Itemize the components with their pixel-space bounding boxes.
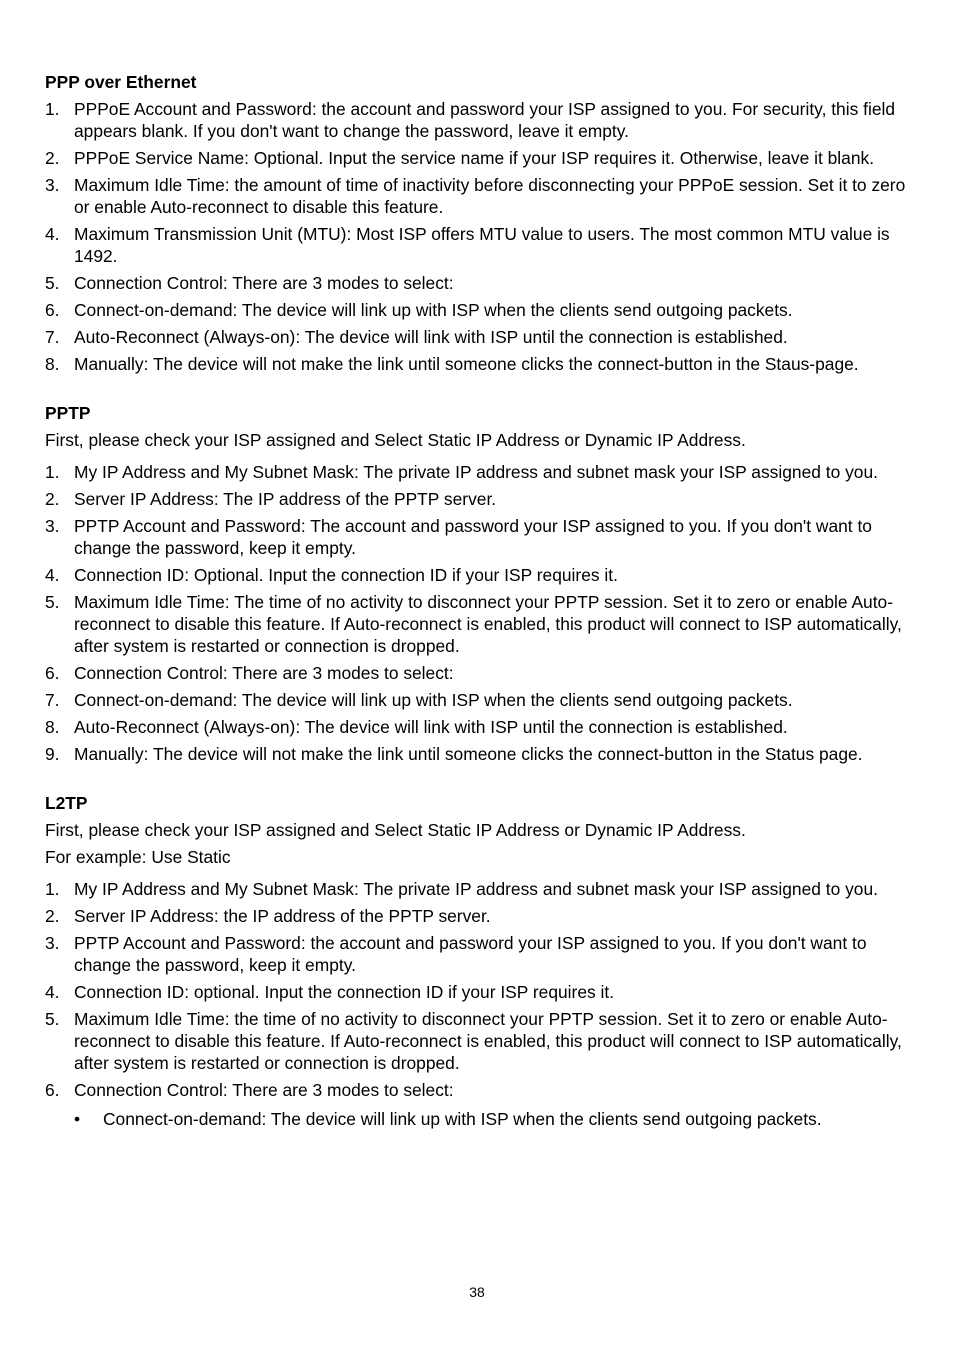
list-number: 9. (45, 744, 60, 764)
list-text: Server IP Address: the IP address of the PPTP server. (74, 906, 491, 926)
list-text: Maximum Idle Time: The time of no activity to disconnect your PPTP session. Set it to zero or enable Auto-reconnect to disable this feature. If Auto-reconnect is enabled, this product will connect to ISP automatically, after system is restarted or connection is dropped. (74, 592, 902, 656)
list-number: 1. (45, 462, 60, 482)
list-number: 2. (45, 906, 60, 926)
list-item (45, 1079, 915, 1101)
list-number: 7. (45, 690, 60, 710)
list-text: Connection Control: There are 3 modes to select: (74, 663, 454, 683)
l2tp-list (45, 878, 915, 1101)
list-number: 7. (45, 327, 60, 347)
list-number: 3. (45, 175, 60, 195)
section-example: For example: Use Static (45, 847, 231, 867)
list-text: Connection Control: There are 3 modes to select: (74, 273, 454, 293)
list-text: PPTP Account and Password: the account and password your ISP assigned to you. If you don't want to change the password, keep it empty. (74, 933, 867, 975)
list-number: 4. (45, 224, 60, 244)
list-text: Server IP Address: The IP address of the PPTP server. (74, 489, 497, 509)
list-number: 6. (45, 300, 60, 320)
list-text: PPPoE Service Name: Optional. Input the service name if your ISP requires it. Otherwise, leave it blank. (74, 148, 875, 168)
section-intro: First, please check your ISP assigned and Select Static IP Address or Dynamic IP Address. (45, 430, 746, 450)
list-item (45, 488, 915, 510)
list-item (45, 272, 915, 294)
list-number: 4. (45, 982, 60, 1002)
section-l2tp (45, 792, 915, 1130)
list-item (45, 591, 915, 657)
list-number: 1. (45, 879, 60, 899)
list-item (45, 515, 915, 559)
list-number: 5. (45, 1009, 60, 1029)
list-number: 1. (45, 99, 60, 119)
section-pptp (45, 402, 915, 765)
section-heading-l2tp: L2TP (45, 793, 88, 813)
list-text: Connection ID: Optional. Input the connection ID if your ISP requires it. (74, 565, 618, 585)
section-heading-pptp: PPTP (45, 403, 91, 423)
list-item (45, 716, 915, 738)
list-item (45, 932, 915, 976)
list-text: PPPoE Account and Password: the account and password your ISP assigned to you. For security, this field appears blank. If you don't want to change the password, leave it empty. (74, 99, 896, 141)
list-item (45, 461, 915, 483)
bullet-text: Connect-on-demand: The device will link up with ISP when the clients send outgoing packets. (103, 1109, 822, 1129)
list-text: Connect-on-demand: The device will link up with ISP when the clients send outgoing packets. (74, 300, 793, 320)
section-pppoe (45, 71, 915, 375)
list-item (45, 1008, 915, 1074)
list-number: 3. (45, 516, 60, 536)
pppoe-list (45, 98, 915, 375)
list-item (45, 564, 915, 586)
list-item (45, 981, 915, 1003)
list-item (45, 98, 915, 142)
list-text: Manually: The device will not make the link until someone clicks the connect-button in the Staus-page. (74, 354, 859, 374)
list-text: Maximum Transmission Unit (MTU): Most ISP offers MTU value to users. The most common MTU value is 1492. (74, 224, 890, 266)
list-number: 8. (45, 354, 60, 374)
pptp-list (45, 461, 915, 765)
list-item (45, 299, 915, 321)
list-text: My IP Address and My Subnet Mask: The private IP address and subnet mask your ISP assigned to you. (74, 879, 878, 899)
list-text: Connect-on-demand: The device will link up with ISP when the clients send outgoing packets. (74, 690, 793, 710)
list-number: 5. (45, 592, 60, 612)
list-item (45, 147, 915, 169)
list-text: Maximum Idle Time: the time of no activity to disconnect your PPTP session. Set it to zero or enable Auto-reconnect to disable this feature. If Auto-reconnect is enabled, this product will connect to ISP automatically, after system is restarted or connection is dropped. (74, 1009, 902, 1073)
bullet-item (45, 1108, 915, 1130)
list-item (45, 743, 915, 765)
list-text: PPTP Account and Password: The account and password your ISP assigned to you. If you don't want to change the password, keep it empty. (74, 516, 872, 558)
list-number: 6. (45, 663, 60, 683)
list-item (45, 353, 915, 375)
list-number: 2. (45, 489, 60, 509)
list-number: 6. (45, 1080, 60, 1100)
list-item (45, 878, 915, 900)
list-item (45, 905, 915, 927)
list-number: 3. (45, 933, 60, 953)
list-text: Manually: The device will not make the link until someone clicks the connect-button in the Status page. (74, 744, 863, 764)
list-number: 5. (45, 273, 60, 293)
list-item (45, 662, 915, 684)
list-item (45, 689, 915, 711)
l2tp-bullet-list (45, 1108, 915, 1130)
list-text: Maximum Idle Time: the amount of time of inactivity before disconnecting your PPPoE session. Set it to zero or enable Auto-reconnect to disable this feature. (74, 175, 906, 217)
list-item (45, 174, 915, 218)
section-heading-pppoe: PPP over Ethernet (45, 72, 197, 92)
list-text: Connection Control: There are 3 modes to select: (74, 1080, 454, 1100)
list-number: 8. (45, 717, 60, 737)
page-number: 38 (469, 1284, 485, 1300)
list-text: Auto-Reconnect (Always-on): The device will link with ISP until the connection is established. (74, 717, 788, 737)
list-item (45, 326, 915, 348)
list-number: 4. (45, 565, 60, 585)
bullet-icon: • (74, 1109, 81, 1129)
list-number: 2. (45, 148, 60, 168)
list-text: Auto-Reconnect (Always-on): The device will link with ISP until the connection is established. (74, 327, 788, 347)
list-item (45, 223, 915, 267)
list-text: Connection ID: optional. Input the connection ID if your ISP requires it. (74, 982, 615, 1002)
section-intro: First, please check your ISP assigned and Select Static IP Address or Dynamic IP Address. (45, 820, 746, 840)
document-page (45, 71, 915, 1130)
list-text: My IP Address and My Subnet Mask: The private IP address and subnet mask your ISP assigned to you. (74, 462, 878, 482)
